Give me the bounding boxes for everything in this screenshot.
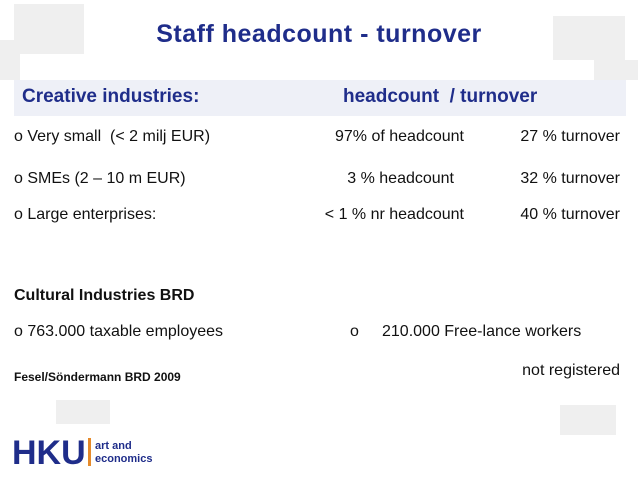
decor-square-bottom-right	[560, 405, 616, 435]
row-label: o Very small (< 2 milj EUR)	[14, 128, 211, 145]
hku-logo	[12, 432, 162, 472]
row-turnover: 40 % turnover	[520, 206, 620, 223]
cultural-heading: Cultural Industries BRD	[14, 287, 195, 304]
row-headcount: < 1 % nr headcount	[324, 206, 464, 223]
page-title: Staff headcount - turnover	[156, 20, 482, 48]
logo-line1: art and	[95, 440, 132, 452]
band-right-label: headcount / turnover	[343, 86, 538, 107]
freelance-note: not registered	[522, 362, 620, 379]
row-label: o Large enterprises:	[14, 206, 157, 223]
decor-square-right	[594, 60, 638, 80]
freelance-bullet: o	[350, 323, 359, 340]
employees-item: o 763.000 taxable employees	[14, 323, 224, 340]
band-left-label: Creative industries:	[22, 86, 200, 107]
row-turnover: 32 % turnover	[520, 170, 620, 187]
source-citation: Fesel/Söndermann BRD 2009	[14, 370, 181, 384]
row-label: o SMEs (2 – 10 m EUR)	[14, 170, 186, 187]
decor-square-bottom-left	[56, 400, 110, 424]
hku-logo-mark	[12, 432, 162, 472]
row-turnover: 27 % turnover	[520, 128, 620, 145]
row-headcount: 3 % headcount	[347, 170, 454, 187]
freelance-item: 210.000 Free-lance workers	[382, 323, 582, 340]
logo-line2: economics	[95, 453, 153, 465]
logo-mark-text: HKU	[12, 434, 86, 472]
row-headcount: 97% of headcount	[335, 128, 464, 145]
